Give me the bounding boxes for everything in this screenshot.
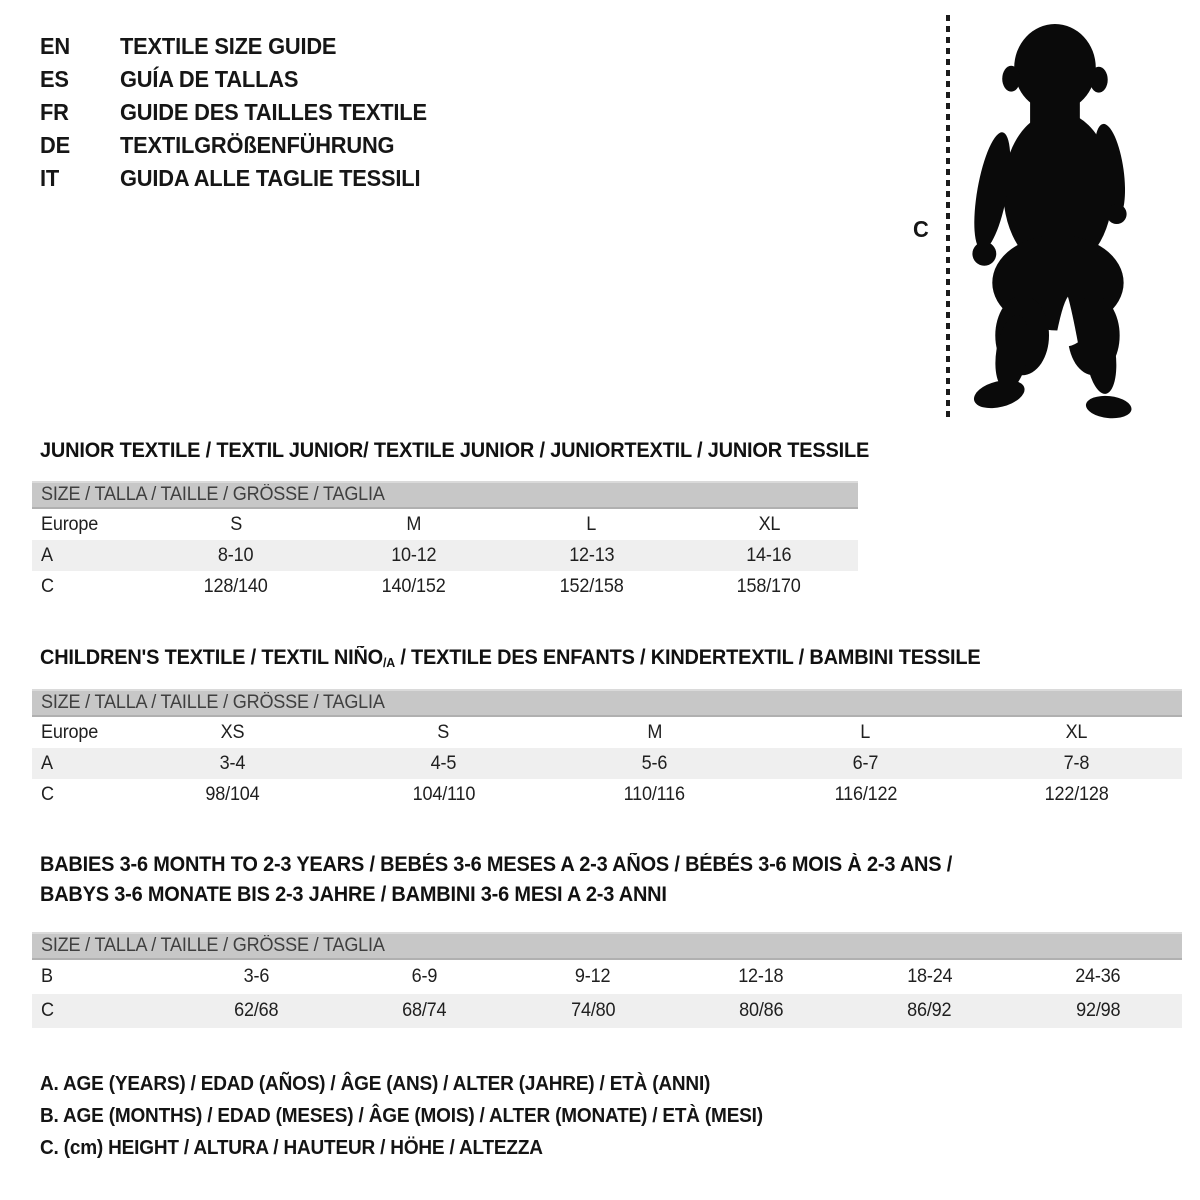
table-row xyxy=(32,779,1182,810)
language-code: IT xyxy=(40,165,60,191)
size-value-cell: 6-7 xyxy=(852,752,879,774)
size-header-bar: SIZE / TALLA / TAILLE / GRÖSSE / TAGLIA xyxy=(32,932,1182,960)
size-value-cell: 14-16 xyxy=(746,544,792,566)
size-value-cell: 152/158 xyxy=(559,575,624,597)
language-row xyxy=(40,129,443,162)
size-value-cell: 7-8 xyxy=(1063,752,1090,774)
size-value-cell: 74/80 xyxy=(570,1000,615,1021)
language-code: EN xyxy=(40,33,70,59)
row-label-cell: C xyxy=(41,783,54,805)
size-value-cell: 86/92 xyxy=(907,1000,952,1021)
row-label-cell: A xyxy=(41,752,53,774)
children-size-table xyxy=(32,689,1182,810)
size-value-cell: 116/122 xyxy=(834,783,897,805)
table-row xyxy=(32,509,858,540)
size-value-cell: 9-12 xyxy=(575,966,611,987)
size-value-cell: 140/152 xyxy=(381,575,446,597)
junior-size-table xyxy=(32,481,858,602)
junior-section-title: JUNIOR TEXTILE / TEXTIL JUNIOR/ TEXTILE JUNIOR / JUNIORTEXTIL / JUNIOR TESSILE xyxy=(40,439,870,462)
size-value-cell: 128/140 xyxy=(203,575,268,597)
size-value-cell: 8-10 xyxy=(218,544,254,566)
size-value-cell: 122/128 xyxy=(1044,783,1109,805)
size-header-bar: SIZE / TALLA / TAILLE / GRÖSSE / TAGLIA xyxy=(32,481,858,509)
language-code: FR xyxy=(40,99,69,125)
language-row xyxy=(40,96,443,129)
legend-line-height-cm: C. (cm) HEIGHT / ALTURA / HAUTEUR / HÖHE / ALTEZZA xyxy=(40,1136,543,1159)
babies-section-title: BABIES 3-6 MONTH TO 2-3 YEARS / BEBÉS 3-6 MESES A 2-3 AÑOS / BÉBÉS 3-6 MOIS À 2-3 ANS / BABYS 3-6 MONATE BIS 2-3 JAHRE / BAMBINI 3-6 MESI A 2-3 ANNI xyxy=(40,853,953,906)
size-value-cell: XL xyxy=(1065,721,1088,743)
size-value-cell: 18-24 xyxy=(906,966,953,987)
table-row xyxy=(32,717,1182,748)
row-label-cell: C xyxy=(41,1000,54,1021)
size-value-cell: 62/68 xyxy=(234,1000,279,1021)
babies-size-table xyxy=(32,932,1182,1028)
size-value-cell: L xyxy=(586,513,597,535)
table-row xyxy=(32,748,1182,779)
size-value-cell: L xyxy=(860,721,871,743)
language-code: DE xyxy=(40,132,70,158)
table-row xyxy=(32,540,858,571)
size-value-cell: 12-13 xyxy=(568,544,614,566)
language-row xyxy=(40,162,443,195)
guide-title: TEXTILGRÖßENFÜHRUNG xyxy=(120,132,395,158)
guide-title: GUÍA DE TALLAS xyxy=(120,66,299,92)
language-row xyxy=(40,63,443,96)
row-label-cell: A xyxy=(41,544,53,566)
children-section-title: CHILDREN'S TEXTILE / TEXTIL NIÑO/A / TEXTILE DES ENFANTS / KINDERTEXTIL / BAMBINI TESSILE xyxy=(40,646,981,670)
guide-title: GUIDE DES TAILLES TEXTILE xyxy=(120,99,427,125)
size-header-bar: SIZE / TALLA / TAILLE / GRÖSSE / TAGLIA xyxy=(32,689,1182,717)
size-value-cell: 158/170 xyxy=(737,575,802,597)
size-value-cell: 10-12 xyxy=(391,544,437,566)
table-row xyxy=(32,571,858,602)
toddler-silhouette-icon xyxy=(958,22,1143,420)
size-value-cell: 80/86 xyxy=(739,1000,784,1021)
size-value-cell: S xyxy=(229,513,242,535)
size-value-cell: XS xyxy=(220,721,245,743)
row-label-cell: Europe xyxy=(41,721,99,743)
size-value-cell: 68/74 xyxy=(402,1000,447,1021)
height-measure-dashed-line xyxy=(946,15,950,417)
size-value-cell: S xyxy=(437,721,450,743)
size-value-cell: 98/104 xyxy=(205,783,260,805)
language-row xyxy=(40,30,443,63)
table-row xyxy=(32,994,1182,1028)
size-value-cell: 4-5 xyxy=(430,752,457,774)
row-label-cell: C xyxy=(41,575,54,597)
size-value-cell: 104/110 xyxy=(412,783,475,805)
language-code: ES xyxy=(40,66,69,92)
size-value-cell: M xyxy=(406,513,422,535)
size-value-cell: 92/98 xyxy=(1075,1000,1120,1021)
row-label-cell: B xyxy=(41,966,53,987)
table-row xyxy=(32,960,1182,994)
legend-line-age-years: A. AGE (YEARS) / EDAD (AÑOS) / ÂGE (ANS) / ALTER (JAHRE) / ETÀ (ANNI) xyxy=(40,1072,711,1095)
guide-title: TEXTILE SIZE GUIDE xyxy=(120,33,337,59)
size-value-cell: 110/116 xyxy=(623,783,686,805)
row-label-cell: Europe xyxy=(41,513,99,535)
size-value-cell: XL xyxy=(758,513,780,535)
height-measure-label: C xyxy=(913,216,929,242)
guide-title: GUIDA ALLE TAGLIE TESSILI xyxy=(120,165,421,191)
size-value-cell: 12-18 xyxy=(738,966,784,987)
size-value-cell: 6-9 xyxy=(411,966,438,987)
legend-line-age-months: B. AGE (MONTHS) / EDAD (MESES) / ÂGE (MOIS) / ALTER (MONATE) / ETÀ (MESI) xyxy=(40,1104,763,1127)
measurement-legend xyxy=(40,1068,801,1164)
size-value-cell: 3-6 xyxy=(243,966,269,987)
size-value-cell: M xyxy=(647,721,662,743)
language-title-list xyxy=(40,30,443,195)
size-value-cell: 3-4 xyxy=(219,752,246,774)
size-value-cell: 24-36 xyxy=(1075,966,1121,987)
size-value-cell: 5-6 xyxy=(641,752,668,774)
